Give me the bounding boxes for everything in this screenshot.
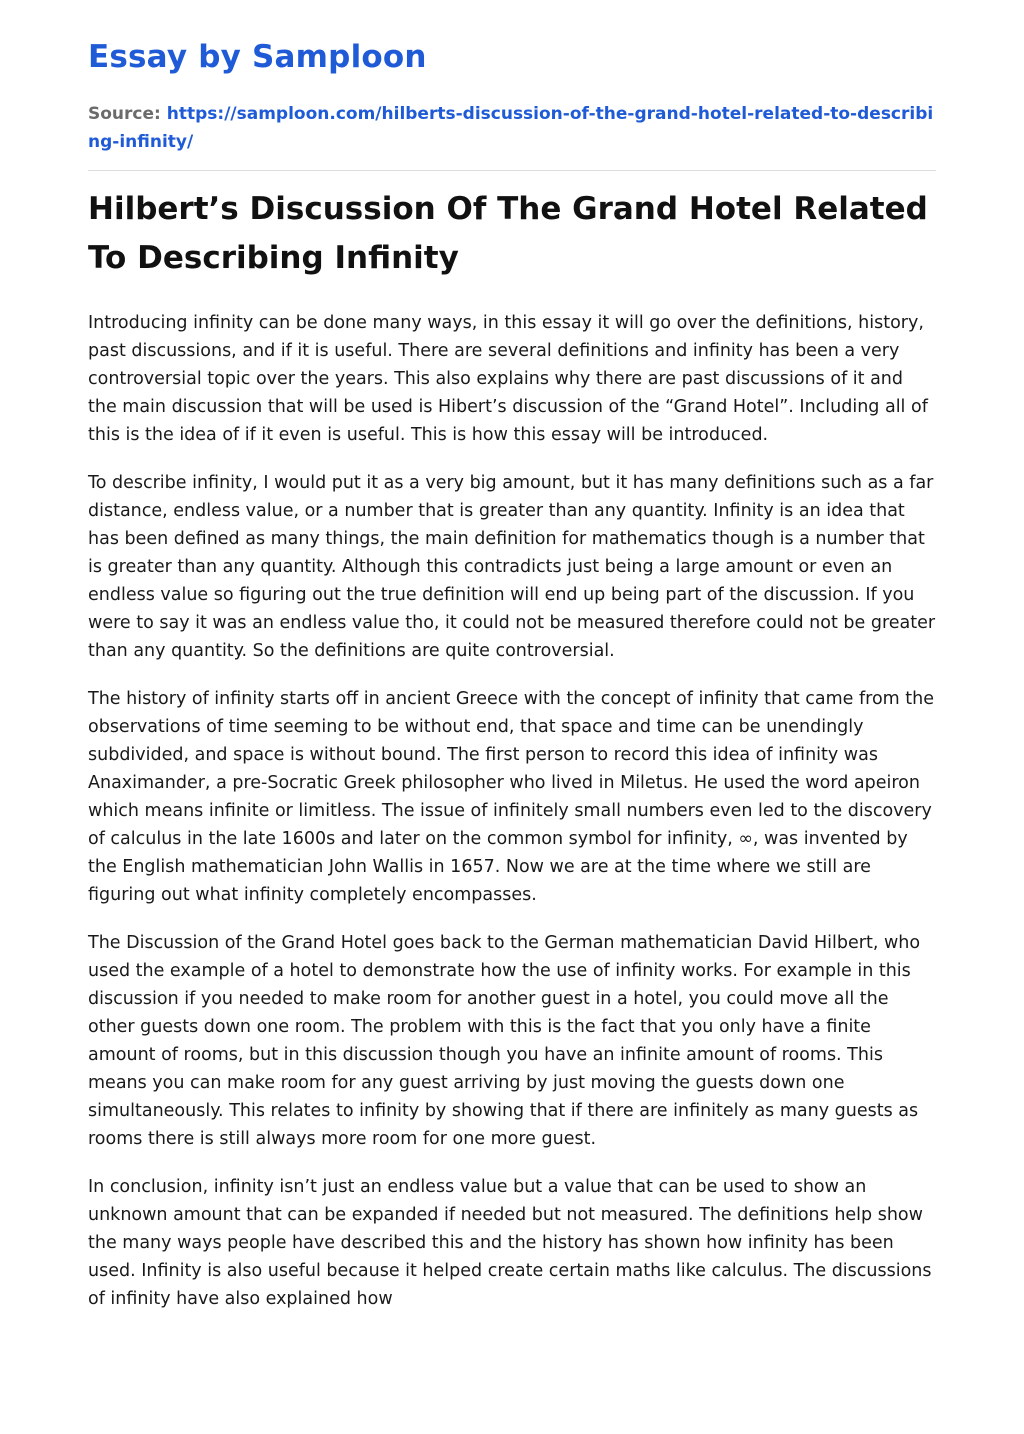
paragraph: The Discussion of the Grand Hotel goes back to the German mathematician David Hilbert, who used the example of a hotel to demonstrate how the use of infinity works. For example in this discussion if you needed to make room for another guest in a hotel, you could move all the other guests down one room. The problem with this is the fact that you only have a finite amount of rooms, but in this discussion though you have an infinite amount of rooms. This means you can make room for any guest arriving by just moving the guests down one simultaneously. This relates to infinity by showing that if there are infinitely as many guests as rooms there is still always more room for one more guest. — [88, 933, 921, 1149]
article-body — [88, 309, 936, 1313]
source-line — [88, 100, 936, 156]
paragraph: The history of infinity starts off in ancient Greece with the concept of infinity that came from the observations of time seeming to be without end, that space and time can be unendingly subdivided, and space is without bound. The first person to record this idea of infinity was Anaximander, a pre-Socratic Greek philosopher who lived in Miletus. He used the word apeiron which means infinite or limitless. The issue of infinitely small numbers even led to the discovery of calculus in the late 1600s and later on the common symbol for infinity, ∞, was invented by the English mathematician John Wallis in 1657. Now we are at the time where we still are figuring out what infinity completely encompasses. — [88, 689, 935, 905]
divider — [88, 170, 936, 171]
source-link[interactable]: https://samploon.com/hilberts-discussion-of-the-grand-hotel-related-to-describing-infinity/ — [88, 104, 934, 152]
paragraph: To describe infinity, I would put it as a very big amount, but it has many definitions such as a far distance, endless value, or a number that is greater than any quantity. Infinity is an idea that has been defined as many things, the main definition for mathematics though is a number that is greater than any quantity. Although this contradicts just being a large amount or even an endless value so figuring out the true definition will end up being part of the discussion. If you were to say it was an endless value tho, it could not be measured therefore could not be greater than any quantity. So the definitions are quite controversial. — [88, 473, 936, 661]
paragraph: In conclusion, infinity isn’t just an endless value but a value that can be used to show an unknown amount that can be expanded if needed but not measured. The definitions help show the many ways people have described this and the history has shown how infinity has been used. Infinity is also useful because it helped create certain maths like calculus. The discussions of infinity have also explained how — [88, 1177, 932, 1309]
brand-title: Essay by Samploon — [88, 39, 427, 75]
source-label: Source: — [88, 104, 161, 124]
article-title: Hilbert’s Discussion Of The Grand Hotel Related To Describing Infinity — [88, 191, 928, 276]
paragraph: Introducing infinity can be done many ways, in this essay it will go over the definitions, history, past discussions, and if it is useful. There are several definitions and infinity has been a very controversial topic over the years. This also explains why there are past discussions of it and the main discussion that will be used is Hibert’s discussion of the “Grand Hotel”. Including all of this is the idea of if it even is useful. This is how this essay will be introduced. — [88, 313, 928, 445]
